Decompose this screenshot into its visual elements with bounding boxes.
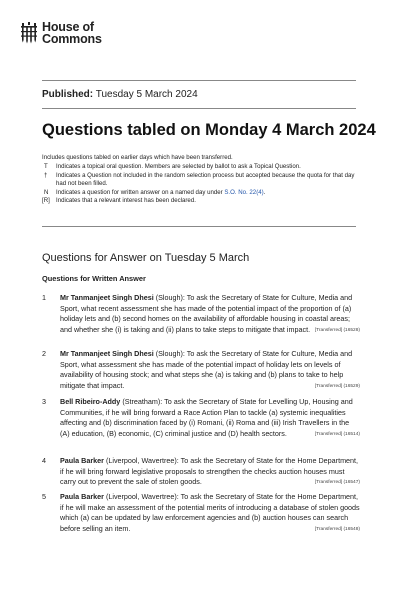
question-text: To ask the Secretary of State for the Home Department, if he will bring forward legislative proposals to strengthen the checks auction houses must carry out to prevent the sale of stolen goods. (60, 456, 359, 487)
intro-text: Includes questions tabled on earlier days which have been transferred. (42, 154, 233, 161)
legend-text-suffix: . (263, 188, 266, 196)
question-member: Paula Barker (60, 456, 104, 465)
legend-symbol: N (44, 188, 49, 196)
question-number: 5 (42, 492, 46, 501)
question-tag: [Transferred] (16547) (314, 480, 360, 486)
legend-symbol: † (44, 171, 48, 179)
published-line (42, 89, 198, 100)
question-body (60, 492, 360, 536)
legend (42, 163, 362, 206)
legend-item-relevant-interest (42, 197, 362, 206)
logo-line-1: House of (42, 20, 94, 34)
question-text: To ask the Secretary of State for Levelling Up, Housing and Communities, if he will bring forward a Race Action Plan to tackle (a) systemic inequalities affecting and (b) discrimination faced by (i) Romani, (ii) Roma and (iii) Irish Travellers in the (A) education, (B) economic, (C) criminal justice and (D) health sectors. (60, 397, 353, 439)
question-item (42, 397, 360, 441)
portcullis-icon (20, 22, 38, 44)
standing-order-link[interactable]: S.O. No. 22(4) (224, 188, 264, 196)
legend-text-main: Indicates a question for written answer on a named day under (56, 188, 225, 196)
legend-item-named-day (42, 189, 362, 198)
legend-symbol: [R] (42, 197, 50, 205)
question-text: To ask the Secretary of State for the Home Department, if he will make an assessment of the potential merits of introducing a database of stolen goods which (a) can be updated by law enforcement agencies and (b) auction houses can search before selling an item. (60, 492, 360, 534)
question-number: 4 (42, 456, 46, 465)
question-constituency: (Liverpool, Wavertree): (105, 456, 179, 465)
question-constituency: (Streatham): (122, 397, 163, 406)
legend-text: Indicates that a relevant interest has been declared. (56, 197, 196, 205)
legend-text: Indicates a Question not included in the random selection process but accepted because the quota for that day had not been filled. (56, 171, 355, 188)
legend-item-dagger (42, 172, 362, 189)
page-title: Questions tabled on Monday 4 March 2024 (42, 121, 376, 139)
question-constituency: (Liverpool, Wavertree): (105, 492, 179, 501)
question-body (60, 293, 360, 337)
question-item (42, 293, 360, 337)
question-tag: [Transferred] (16529) (314, 384, 360, 390)
question-number: 2 (42, 349, 46, 358)
top-divider (42, 80, 356, 81)
legend-text: Indicates a topical oral question. Members are selected by ballot to ask a Topical Question. (56, 163, 301, 170)
question-item (42, 456, 360, 489)
legend-divider (42, 226, 356, 227)
question-text: To ask the Secretary of State for Culture, Media and Sport, what recent assessment she has made of the potential impact of the proportion of (a) holiday lets and (b) second homes on the availability of affordable housing in coastal areas; and whether she (i) is taking and (ii) plans to take steps to mitigate that impact. (60, 293, 353, 335)
logo-line-2: Commons (42, 31, 102, 46)
legend-item-topical (42, 163, 362, 172)
question-tag: [Transferred] (16514) (314, 432, 360, 438)
legend-symbol: T (44, 163, 48, 170)
question-item (42, 492, 360, 536)
logo-wordmark (42, 22, 102, 45)
question-constituency: (Slough): (155, 349, 185, 358)
question-member: Bell Ribeiro-Addy (60, 397, 121, 406)
question-body (60, 397, 360, 441)
question-tag: [Transferred] (16528) (314, 328, 360, 334)
section-heading: Questions for Answer on Tuesday 5 March (42, 252, 250, 264)
published-date: Tuesday 5 March 2024 (95, 89, 198, 100)
sub-heading: Questions for Written Answer (42, 274, 146, 283)
question-item (42, 349, 360, 393)
question-number: 1 (42, 293, 46, 302)
question-constituency: (Slough): (155, 293, 185, 302)
question-tag: [Transferred] (16548) (314, 527, 360, 533)
published-label: Published: (42, 89, 94, 100)
legend-text (56, 189, 362, 198)
question-text: To ask the Secretary of State for Culture, Media and Sport, what assessment she has made of the potential impact of holiday lets on levels of availability of housing stock; and what steps she (a) is taking and (b) plans to take to help mitigate that impact. (60, 349, 353, 391)
house-of-commons-logo (20, 22, 102, 45)
question-member: Paula Barker (60, 492, 104, 501)
question-body (60, 456, 360, 489)
question-body (60, 349, 360, 393)
question-member: Mr Tanmanjeet Singh Dhesi (60, 293, 154, 302)
question-number: 3 (42, 397, 46, 406)
published-divider (42, 108, 356, 109)
question-member: Mr Tanmanjeet Singh Dhesi (60, 349, 154, 358)
